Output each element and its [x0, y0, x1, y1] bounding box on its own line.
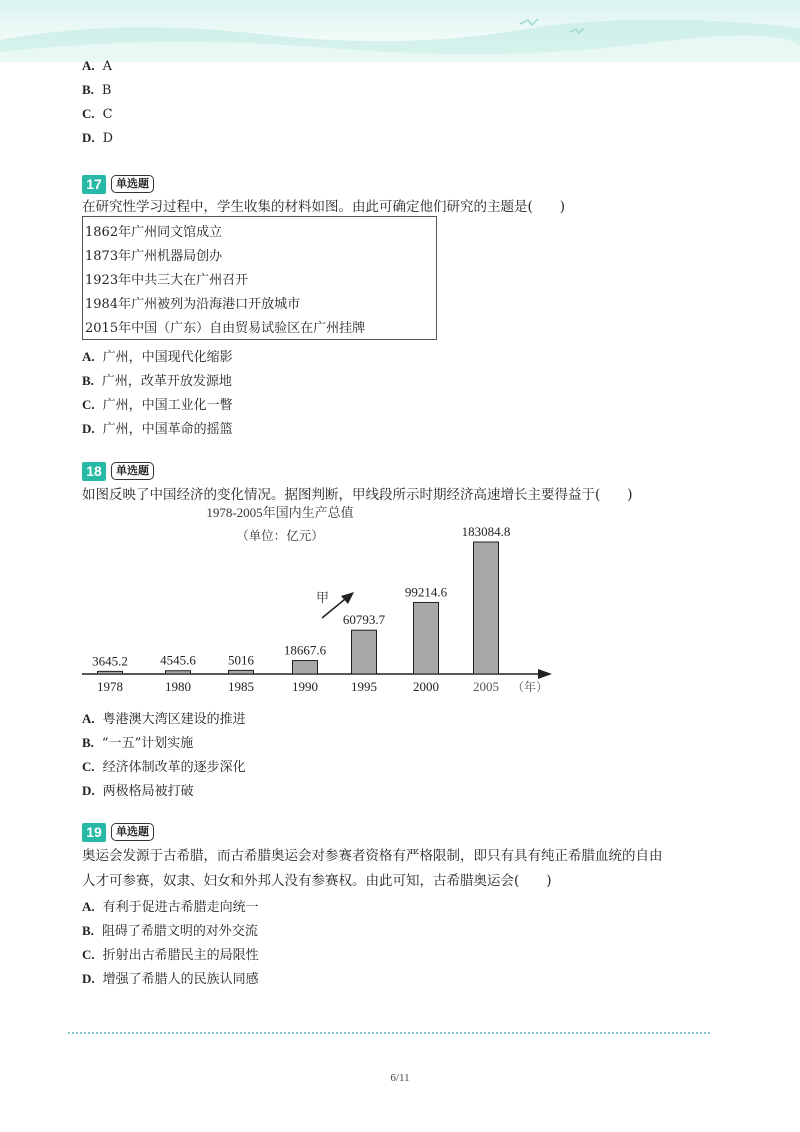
x-tick-label: 1980 — [165, 679, 191, 694]
q18-option-a[interactable]: A. 粤港澳大湾区建设的推进 — [82, 711, 246, 727]
x-axis-arrow-icon — [538, 669, 552, 679]
q18-option-d[interactable]: D. 两极格局被打破 — [82, 783, 194, 799]
gdp-bar-chart — [70, 500, 570, 698]
q17-material-box — [82, 216, 437, 340]
q19-stem-line: 人才可参赛，奴隶、妇女和外邦人没有参赛权。由此可知，古希腊奥运会( ) — [82, 873, 552, 889]
bar-value-label: 60793.7 — [342, 612, 386, 628]
material-item: 1984年广州被列为沿海港口开放城市 — [85, 297, 301, 312]
x-tick-label: 2000 — [413, 679, 439, 694]
material-item: 1923年中共三大在广州召开 — [85, 273, 249, 288]
header-banner — [0, 0, 800, 62]
footer-divider — [68, 1032, 710, 1034]
q17-header — [82, 174, 154, 194]
q17-option-c[interactable]: C. 广州，中国工业化一瞥 — [82, 397, 233, 413]
bar-1985 — [229, 670, 254, 674]
q16-option-a[interactable]: A. A — [82, 58, 113, 74]
question-type-badge: 单选题 — [111, 175, 154, 193]
page-number: 6/11 — [390, 1072, 410, 1084]
q18-stem: 如图反映了中国经济的变化情况。据图判断，甲线段所示时期经济高速增长主要得益于( ) — [82, 487, 633, 503]
material-item: 1862年广州同文馆成立 — [85, 225, 223, 240]
q16-option-d[interactable]: D. D — [82, 130, 114, 146]
q19-header — [82, 822, 154, 842]
q16-option-b[interactable]: B. B — [82, 82, 112, 98]
q17-option-d[interactable]: D. 广州，中国革命的摇篮 — [82, 421, 233, 437]
material-item: 1873年广州机器局创办 — [85, 249, 223, 264]
chart-title: 1978-2005年国内生产总值 — [206, 505, 354, 520]
bar-value-label: 183084.8 — [461, 524, 511, 539]
question-number: 17 — [82, 175, 106, 194]
bar-2005 — [474, 542, 499, 674]
q19-option-b[interactable]: B. 阻碍了希腊文明的对外交流 — [82, 923, 258, 939]
bar-1990 — [293, 661, 318, 674]
bar-1978 — [98, 671, 123, 674]
q18-option-b[interactable]: B. “一五”计划实施 — [82, 735, 194, 751]
q19-stem-line: 奥运会发源于古希腊，而古希腊奥运会对参赛者资格有严格限制，即只有具有纯正希腊血统的自由 — [82, 848, 663, 864]
x-tick-label: 1990 — [292, 679, 318, 694]
chart-subtitle: （单位：亿元） — [236, 529, 324, 543]
x-tick-label: 2005 — [473, 679, 499, 694]
bar-2000 — [414, 602, 439, 674]
bar-value-label: 3645.2 — [92, 653, 128, 669]
bar-1980 — [166, 671, 191, 674]
question-number: 18 — [82, 462, 106, 481]
material-item: 2015年中国（广东）自由贸易试验区在广州挂牌 — [85, 321, 366, 336]
question-type-badge: 单选题 — [111, 462, 154, 480]
annotation-arrowhead-icon — [341, 592, 354, 604]
x-tick-label: 1995 — [351, 679, 377, 694]
q17-option-b[interactable]: B. 广州，改革开放发源地 — [82, 373, 232, 389]
bar-1995 — [352, 630, 377, 674]
bar-value-label: 18667.6 — [283, 642, 327, 658]
q18-option-c[interactable]: C. 经济体制改革的逐步深化 — [82, 759, 246, 775]
annotation-label: 甲 — [316, 590, 330, 605]
bar-value-label: 5016 — [228, 652, 254, 668]
x-tick-label: 1985 — [228, 679, 254, 694]
q19-option-c[interactable]: C. 折射出古希腊民主的局限性 — [82, 947, 259, 963]
bar-value-label: 99214.6 — [404, 584, 448, 600]
q17-stem: 在研究性学习过程中，学生收集的材料如图。由此可确定他们研究的主题是( ) — [82, 199, 566, 215]
q16-option-c[interactable]: C. C — [82, 106, 113, 122]
question-type-badge: 单选题 — [111, 823, 154, 841]
bar-value-label: 4545.6 — [160, 652, 196, 668]
q19-option-d[interactable]: D. 增强了希腊人的民族认同感 — [82, 971, 259, 987]
x-tick-label: 1978 — [97, 679, 123, 694]
q19-option-a[interactable]: A. 有利于促进古希腊走向统一 — [82, 899, 259, 915]
question-number: 19 — [82, 823, 106, 842]
q17-option-a[interactable]: A. 广州，中国现代化缩影 — [82, 349, 233, 365]
x-axis-unit: （年） — [512, 680, 549, 694]
q18-header — [82, 461, 154, 481]
